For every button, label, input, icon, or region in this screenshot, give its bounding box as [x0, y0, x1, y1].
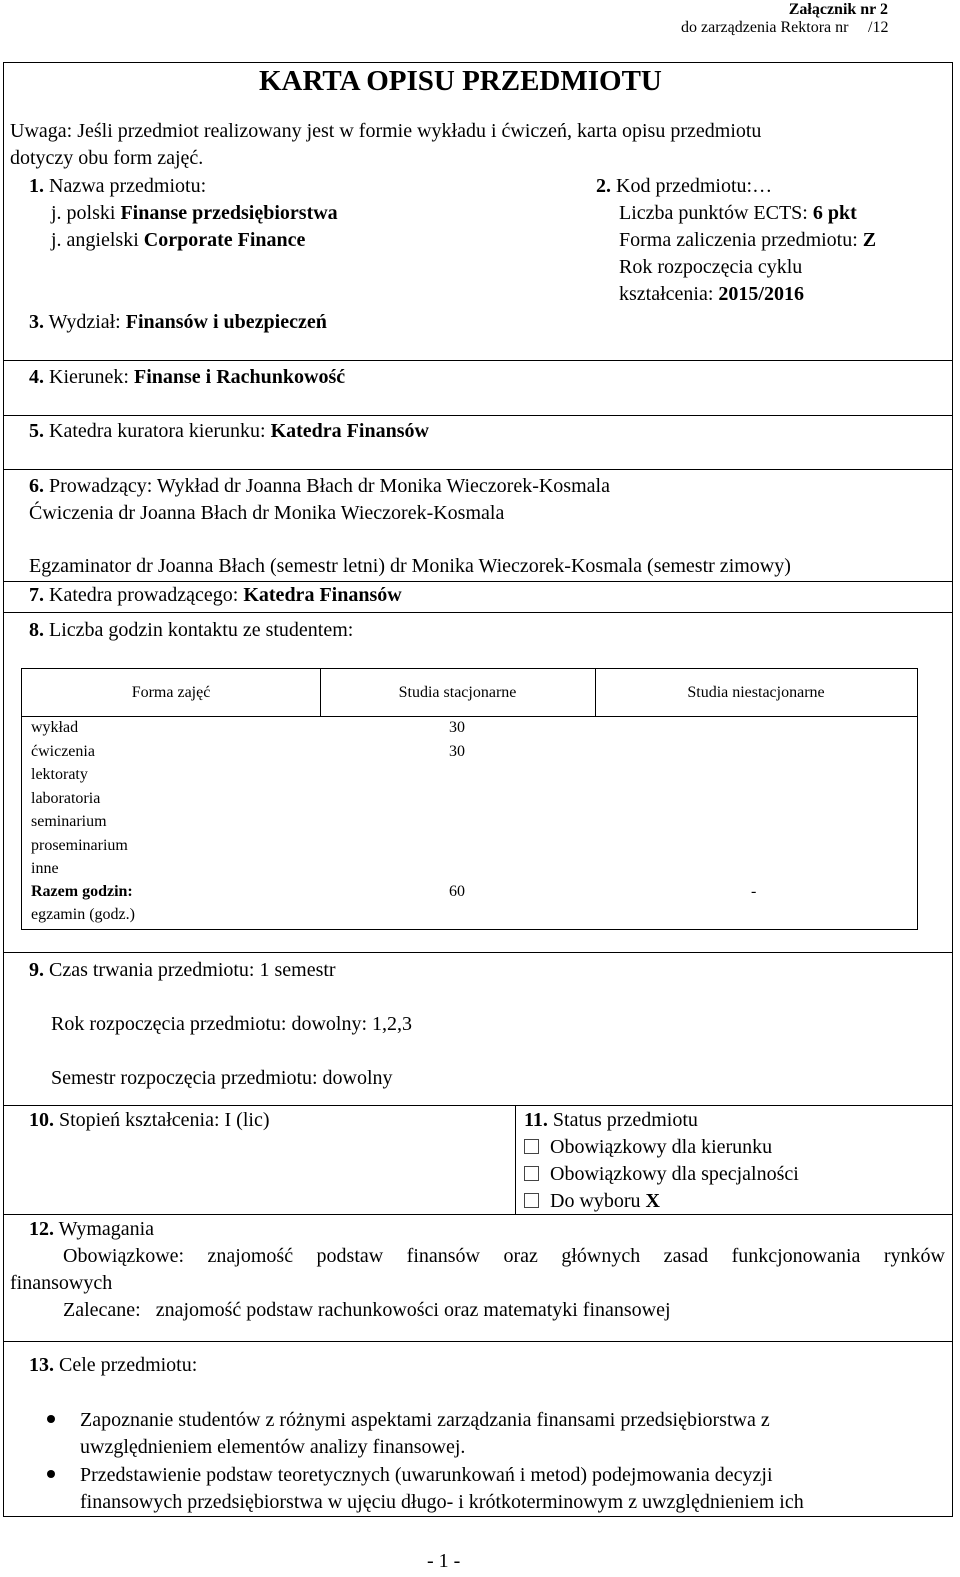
s2-assessment: Forma zaliczenia przedmiotu: Z: [619, 229, 877, 251]
total-hours-label: Razem godzin:: [31, 883, 133, 900]
s12-heading: 12. Wymagania: [29, 1218, 155, 1240]
s5-curator-dept: 5. Katedra kuratora kierunku: Katedra Finansów: [29, 420, 429, 442]
s2-cycle-year: kształcenia: 2015/2016: [619, 283, 804, 305]
status-option-elective: Do wyboru X: [524, 1191, 660, 1211]
s12-recommended: Zalecane: znajomość podstaw rachunkowości oraz matematyki finansowej: [63, 1299, 671, 1321]
exam-hours-label: egzamin (godz.): [31, 906, 135, 923]
s12-required: Obowiązkowe: znajomość podstaw finansów oraz głównych zasad funkcjonowania rynków: [63, 1245, 945, 1267]
ordinance-suffix: /12: [868, 19, 889, 36]
objective-2-line2: finansowych przedsiębiorstwa w ujęciu długo- i krótkoterminowym z uwzględnieniem ich: [80, 1491, 804, 1513]
hours-row-full-time: 30: [449, 719, 465, 736]
s9-start-semester: Semestr rozpoczęcia przedmiotu: dowolny: [51, 1067, 393, 1089]
s2-ects: Liczba punktów ECTS: 6 pkt: [619, 202, 857, 224]
s1-heading: 1. Nazwa przedmiotu:: [29, 175, 207, 197]
s1-english-name: j. angielski Corporate Finance: [51, 229, 306, 251]
objective-1-line2: uwzględnieniem elementów analizy finansowej.: [80, 1436, 466, 1458]
checkbox-icon: [524, 1193, 539, 1208]
note-line1: Uwaga: Jeśli przedmiot realizowany jest w formie wykładu i ćwiczeń, karta opisu przedmiotu: [10, 120, 762, 142]
s1-polish-name: j. polski Finanse przedsiębiorstwa: [51, 202, 338, 224]
header-form: Forma zajęć: [131, 684, 211, 701]
s2-cycle-label: Rok rozpoczęcia cyklu: [619, 256, 803, 278]
s12-required-cont: finansowych: [10, 1272, 113, 1294]
hours-row-form: proseminarium: [31, 837, 128, 854]
note-line2: dotyczy obu form zajęć.: [10, 147, 204, 169]
ordinance-prefix: do zarządzenia Rektora nr: [681, 19, 849, 36]
divider-s12: [3, 1214, 953, 1215]
header-part-time: Studia niestacjonarne: [687, 684, 825, 701]
divider-s5: [3, 415, 953, 416]
s8-heading: 8. Liczba godzin kontaktu ze studentem:: [29, 619, 354, 641]
s9-start-year: Rok rozpoczęcia przedmiotu: dowolny: 1,2,3: [51, 1013, 413, 1035]
s6-examiner: Egzaminator dr Joanna Błach (semestr letni) dr Monika Wieczorek-Kosmala (semestr zimowy): [29, 555, 791, 577]
divider-s6: [3, 469, 953, 470]
divider-s7: [3, 581, 953, 582]
s9-duration: 9. Czas trwania przedmiotu: 1 semestr: [29, 959, 336, 981]
s2-heading: 2. Kod przedmiotu:…: [596, 175, 773, 197]
status-option-specialty: Obowiązkowy dla specjalności: [524, 1164, 799, 1184]
hours-row-form: inne: [31, 860, 59, 877]
hours-row-form: lektoraty: [31, 766, 88, 783]
status-option-field: Obowiązkowy dla kierunku: [524, 1137, 772, 1157]
hours-row-form: ćwiczenia: [31, 743, 95, 760]
bullet-icon: [47, 1415, 55, 1423]
bullet-icon: [47, 1470, 55, 1478]
divider-s10-s11: [515, 1105, 516, 1215]
s7-dept: 7. Katedra prowadzącego: Katedra Finansów: [29, 584, 402, 606]
page-title: KARTA OPISU PRZEDMIOTU: [259, 65, 662, 97]
objective-2-line1: Przedstawienie podstaw teoretycznych (uwarunkowań i metod) podejmowania decyzji: [80, 1464, 773, 1486]
checkbox-icon: [524, 1166, 539, 1181]
hours-row-form: laboratoria: [31, 790, 101, 807]
page-number: - 1 -: [427, 1550, 461, 1572]
hours-row-form: seminarium: [31, 813, 107, 830]
objective-1-line1: Zapoznanie studentów z różnymi aspektami zarządzania finansami przedsiębiorstwa z: [80, 1409, 770, 1431]
total-hours-part: -: [751, 883, 757, 900]
s3-faculty: 3. Wydział: Finansów i ubezpieczeń: [29, 311, 327, 333]
hours-row-form: wykład: [31, 719, 79, 736]
s6-exercises: Ćwiczenia dr Joanna Błach dr Monika Wieczorek-Kosmala: [29, 502, 505, 524]
divider-s9: [3, 952, 953, 953]
divider-s8: [3, 612, 953, 613]
s10-degree: 10. Stopień kształcenia: I (lic): [29, 1109, 270, 1131]
hours-table: [21, 668, 918, 930]
checkbox-icon: [524, 1139, 539, 1154]
attachment-label: Załącznik nr 2: [788, 1, 888, 18]
total-hours-full: 60: [449, 883, 465, 900]
hours-row-full-time: 30: [449, 743, 465, 760]
divider-s13: [3, 1341, 953, 1342]
header-full-time: Studia stacjonarne: [398, 684, 517, 701]
divider-s10: [3, 1105, 953, 1106]
s13-heading: 13. Cele przedmiotu:: [29, 1354, 198, 1376]
divider-s4: [3, 360, 953, 361]
s6-lecturers: 6. Prowadzący: Wykład dr Joanna Błach dr Monika Wieczorek-Kosmala: [29, 475, 610, 497]
s11-heading: 11. Status przedmiotu: [524, 1109, 698, 1131]
s4-field: 4. Kierunek: Finanse i Rachunkowość: [29, 366, 346, 388]
